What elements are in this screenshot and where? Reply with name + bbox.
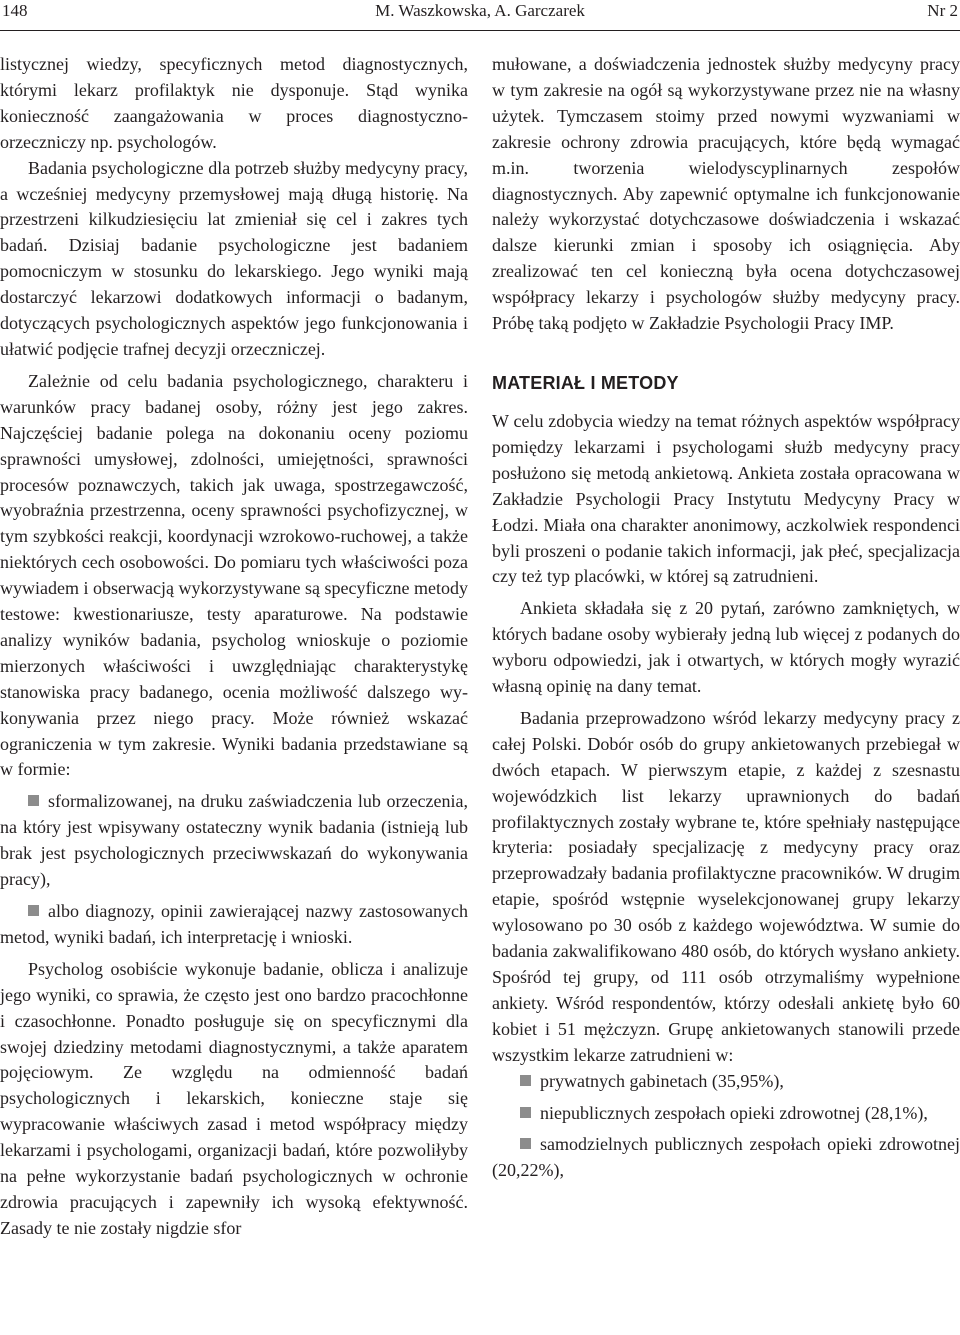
bullet-text: samodzielnych publicznych zespołach opieki zdrowotnej (20,22%), (492, 1134, 960, 1181)
bullet-item (0, 789, 468, 893)
square-bullet-icon (520, 1107, 531, 1118)
bullet-text: prywatnych gabinetach (35,95%), (540, 1070, 784, 1091)
paragraph-continued: listycznej wiedzy, specyficznych metod diagnostycznych, którymi lekarz profilaktyk nie dysponuje. Stąd wynika konieczność zaangażowania w proces diagnostyczno-orzeczniczy np. psychologów. (0, 54, 468, 152)
square-bullet-icon (28, 905, 39, 916)
square-bullet-icon (28, 795, 39, 806)
bullet-item (492, 1101, 960, 1127)
page-number: 148 (2, 1, 28, 20)
paragraph: W celu zdobycia wiedzy na temat różnych aspektów współpracy pomiędzy lekarzami i psychologami służb medycyny pracy posłużono się metodą ankietową. Ankieta została opracowana w Zakładzie Psychologii Pracy Instytutu Medycyny Pracy w Łodzi. Miała ona charakter anonimowy, aczkolwiek respondenci byli proszeni o podanie takich informacji, jak płeć, specjalizacja czy też typ placówki, w której są zatrudnieni. (492, 410, 960, 587)
bullet-item (492, 1069, 960, 1095)
bullet-item (492, 1132, 960, 1184)
left-column (0, 52, 468, 1242)
paragraph-continued: mułowane, a doświadczenia jednostek służby medycyny pracy w tym zakresie na ogół są wykorzystywane przez nie na własny użytek. Tymczasem stoimy przed nowymi wyzwaniami w zakresie ochrony zdrowia pracujących, które będą wymagać m.in. tworzenia wielodyscyplinarnych zespołów diagnostycznych. Aby zapewnić optymalne ich funkcjonowanie należy wykorzystać dotychczasowe doświadczenia i wskazać dalsze kierunki zmian i sposoby ich osiągnięcia. Aby zrealizować ten cel konieczną była ocena dotychczasowej współpracy lekarzy i psychologów służby medycyny pracy. Próbę taką podjęto w Zakładzie Psychologii Pracy IMP. (492, 54, 960, 334)
bullet-item (0, 899, 468, 951)
bullet-text: sformalizowanej, na druku zaświadczenia lub orzeczenia, na który jest wpisywany ostateczny wynik badania (istnieją lub brak jest psychologicznych przeciwwskazań do wykonywania pracy), (0, 791, 468, 890)
running-header (0, 0, 960, 24)
right-column (492, 52, 960, 1184)
square-bullet-icon (520, 1075, 531, 1086)
header-rule (0, 30, 960, 31)
bullet-text: niepublicznych zespołach opieki zdrowotnej (28,1%), (540, 1102, 928, 1123)
section-heading: MATERIAŁ I METODY (492, 372, 679, 393)
running-title-authors: M. Waszkowska, A. Garczarek (375, 1, 585, 20)
paragraph: Badania psychologiczne dla potrzeb służby medycyny pracy, a wcześniej medycyny przemysłowej mają długą historię. Na przestrzeni kilkudziesięciu lat zmieniał się cel i zakres tych badań. Dzisiaj badanie psychologiczne jest badaniem pomocniczym w stosunku do lekarskiego. Jego wyniki mają dostarczyć lekarzowi dodatkowych informacji o badanym, dotyczących psychologicznych aspektów jego funkcjonowania i ułatwić podjęcie trafnej decyzji orzeczniczej. (0, 157, 468, 359)
paragraph: Badania przeprowadzono wśród lekarzy medycyny pracy z całej Polski. Dobór osób do grupy ankietowanych przebiegał w dwóch etapach. W pierwszym etapie, z każdej z szesnastu wojewódzkich list lekarzy uprawnionych do badań profilaktycznych zostały wybrane te, które spełniały następujące kryteria: posiadały specjalizację z medycyny pracy oraz przeprowadzały badania profilaktyczne pracowników. W drugim etapie, spośród wstępnie wyselekcjonowanej grupy lekarzy wylosowano po 30 osób z każdego województwa. W sumie do badania zakwalifikowano 480 osób, do których wysłano ankiety. Spośród tej grupy, od 111 osób otrzymaliśmy wypełnione ankiety. Wśród respondentów, którzy odesłali ankietę było 60 kobiet i 51 mężczyzn. Grupę ankietowanych stanowili przede wszystkim lekarze zatrudnieni w: (492, 707, 960, 1065)
paragraph: Psycholog osobiście wykonuje badanie, oblicza i analizuje jego wyniki, co sprawia, że często jest ono bardzo pracochłonne i czasochłonne. Ponadto posługuje się on specyficznymi dla swojej dziedziny metodami diagnostycznymi, a także aparatem pojęciowym. Ze względu na odmienność badań psychologicznych i lekarskich, konieczne staje się wypracowanie właściwych zasad i metod współpracy między lekarzami i psychologami, organizacji badań, które pozwoliłyby na pełne wykorzystanie badań psychologicznych w ochronie zdrowia pracujących i zapewniły ich wysoką efektywność. Zasady te nie zostały nigdzie sfor (0, 958, 468, 1238)
issue-number: Nr 2 (927, 1, 958, 20)
paragraph: Ankieta składała się z 20 pytań, zarówno zamkniętych, w których badane osoby wybierały jedną lub więcej z podanych do wyboru odpowiedzi, jak i otwartych, w których mogły wyrazić własną opinię na dany temat. (492, 598, 960, 697)
paragraph: Zależnie od celu badania psychologicznego, charakteru i warunków pracy badanej osoby, różny jest jego zakres. Najczęściej badanie polega na dokonaniu oceny poziomu sprawności umysłowej, zdolności, umiejętności, sprawności procesów poznawczych, takich jak uwaga, spostrzegawczość, wyobraźnia przestrzenna, oceny sprawności psychofizycznej, w tym szybkości reakcji, koordynacji wzrokowo-ruchowej, a także niektórych cech osobowości. Do pomiaru tych właściwości poza wywiadem i obserwacją wykorzystywane są specyficzne metody testowe: kwestionariusze, testy aparaturowe. Na podstawie analizy wyników badania, psycholog wnioskuje o poziomie mierzonych właściwości i uwzględniając charakterystykę stanowiska pracy badanego, ocenia możliwość dalszego wykonywania przez niego pracy. Może również wskazać ograniczenia w tym zakresie. Wyniki badania przedstawiane są w formie: (0, 370, 468, 780)
square-bullet-icon (520, 1138, 531, 1149)
bullet-text: albo diagnozy, opinii zawierającej nazwy zastosowanych metod, wyniki badań, ich interpretację i wnioski. (0, 901, 468, 947)
